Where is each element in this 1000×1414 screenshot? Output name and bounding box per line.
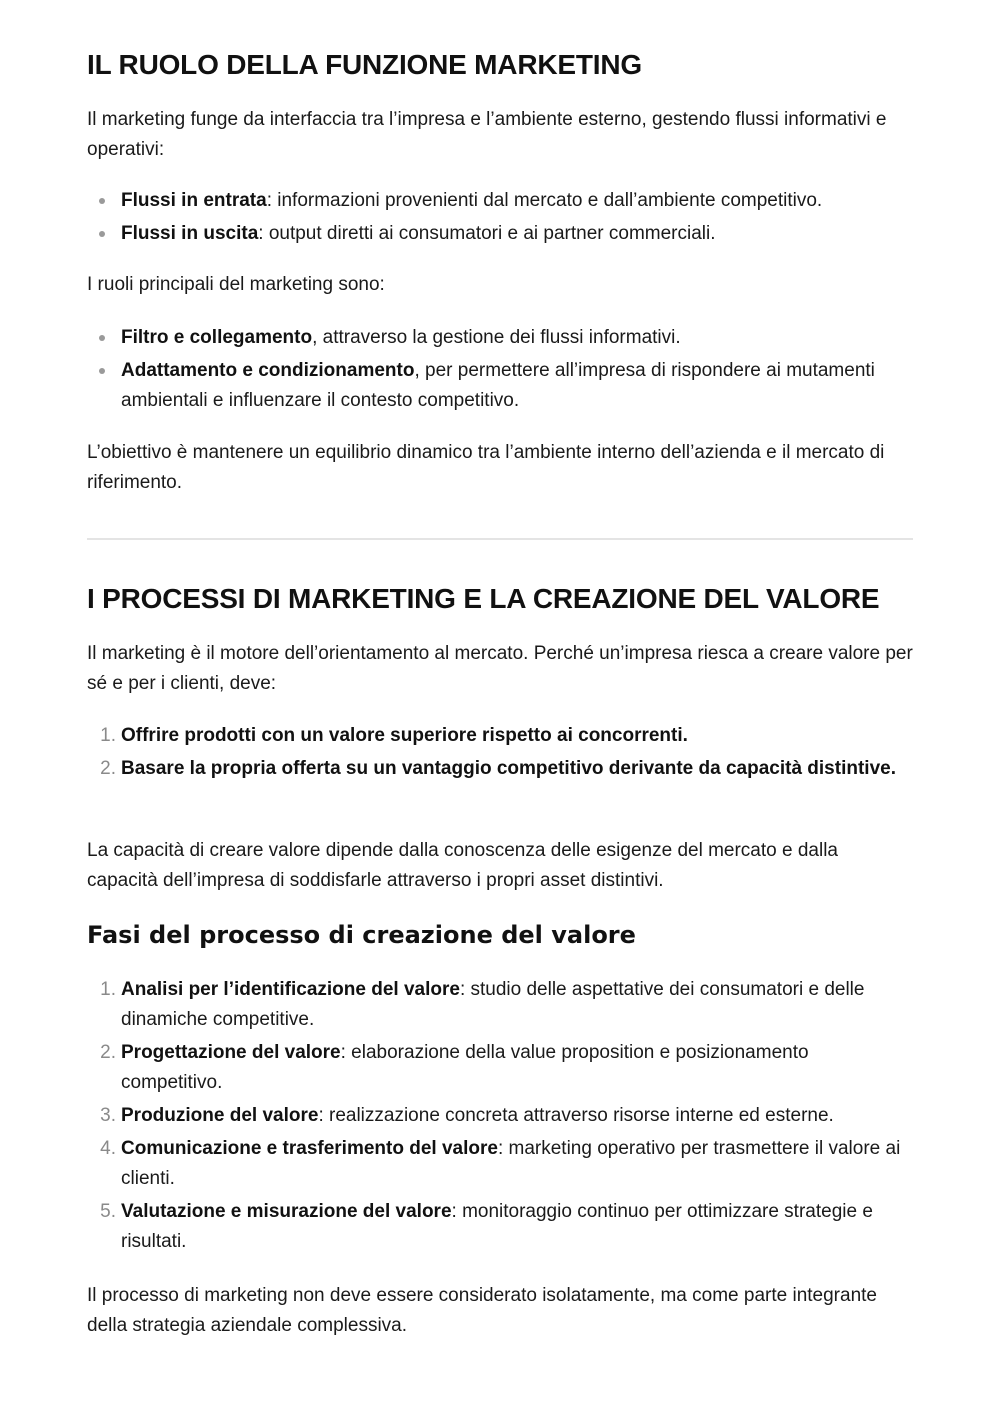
section1-conclusion: L’obiettivo è mantenere un equilibrio dinamico tra l’ambiente interno dell’azienda e il mercato di riferimento. [87,442,885,493]
phases-list [87,975,913,1260]
phase-description: : realizzazione concreta attraverso risorse interne ed esterne. [318,1105,834,1126]
flow-description: : output diretti ai consumatori e ai partner commerciali. [258,223,716,244]
role-description: , attraverso la gestione dei flussi informativi. [312,327,681,348]
list-item [87,186,913,216]
phase-description: : studio delle aspettative dei consumatori e delle dinamiche competitive. [121,979,865,1030]
list-item [87,975,913,1035]
list-item [87,1101,913,1131]
list-item [87,1038,913,1098]
phase-term: Produzione del valore [121,1105,319,1126]
phase-description: : marketing operativo per trasmettere il valore ai clienti. [121,1138,901,1189]
phase-term: Analisi per l’identificazione del valore [121,979,460,1000]
phase-term: Progettazione del valore [121,1042,341,1063]
phase-description: : monitoraggio continuo per ottimizzare strategie e risultati. [121,1201,873,1252]
list-number: 2. [100,1042,116,1063]
subsection-title-phases: Fasi del processo di creazione del valore [87,921,636,949]
phase-term: Comunicazione e trasferimento del valore [121,1138,498,1159]
value-paragraph: La capacità di creare valore dipende dalla conoscenza delle esigenze del mercato e dalla capacità dell’impresa di soddisfarle attraverso i propri asset distintivi. [87,840,838,891]
flow-term: Flussi in entrata [121,190,267,211]
roles-list [87,323,913,419]
section2-intro: Il marketing è il motore dell’orientamento al mercato. Perché un’impresa riesca a creare valore per sé e per i clienti, deve: [87,643,913,694]
section2-conclusion: Il processo di marketing non deve essere considerato isolatamente, ma come parte integrante della strategia aziendale complessiva. [87,1285,877,1336]
section-title-value-creation: I PROCESSI DI MARKETING E LA CREAZIONE DEL VALORE [87,583,880,614]
list-item [87,1134,913,1194]
flow-description: : informazioni provenienti dal mercato e dall’ambiente competitivo. [266,190,823,211]
section-title-marketing-role: IL RUOLO DELLA FUNZIONE MARKETING [87,49,642,80]
flow-term: Flussi in uscita [121,223,259,244]
list-number: 3. [100,1105,116,1126]
list-item [87,754,913,784]
section-divider [87,538,913,540]
phase-term: Valutazione e misurazione del valore [121,1201,452,1222]
role-term: Adattamento e condizionamento [121,360,415,381]
list-number: 1. [100,979,116,1000]
role-description: , per permettere all’impresa di rispondere ai mutamenti ambientali e influenzare il contesto competitivo. [121,360,875,411]
requirement-text: Basare la propria offerta su un vantaggio competitivo derivante da capacità distintive. [121,758,896,779]
list-number: 2. [100,758,116,779]
requirement-text: Offrire prodotti con un valore superiore rispetto ai concorrenti. [121,725,688,746]
list-number: 1. [100,725,116,746]
list-item [87,356,913,416]
role-term: Filtro e collegamento [121,327,313,348]
list-item [87,1197,913,1257]
list-item [87,323,913,353]
requirements-list [87,721,913,787]
list-number: 4. [100,1138,116,1159]
phase-description: : elaborazione della value proposition e posizionamento competitivo. [121,1042,809,1093]
list-number: 5. [100,1201,116,1222]
section1-intro: Il marketing funge da interfaccia tra l’impresa e l’ambiente esterno, gestendo flussi informativi e operativi: [87,109,887,160]
list-item [87,219,913,249]
list-item [87,721,913,751]
roles-intro: I ruoli principali del marketing sono: [87,274,385,295]
flows-list [87,186,913,252]
